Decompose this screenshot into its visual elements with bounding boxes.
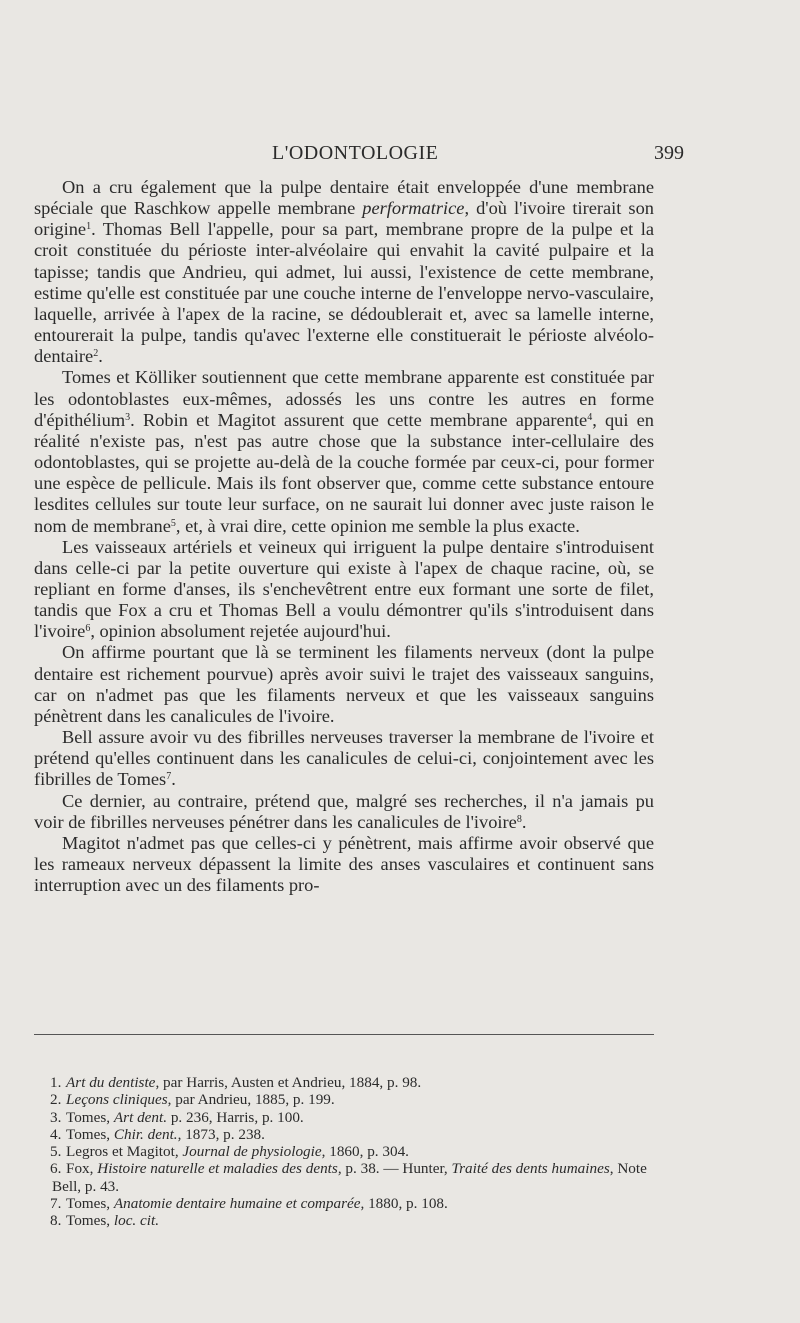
italic-text: Journal de physiologie bbox=[182, 1143, 322, 1161]
running-title: L'ODONTOLOGIE bbox=[272, 142, 439, 164]
text-run: Fox, bbox=[66, 1160, 98, 1178]
text-run: Tomes, bbox=[66, 1125, 114, 1143]
page-header bbox=[58, 140, 684, 170]
footnote bbox=[34, 1160, 654, 1195]
footnote bbox=[34, 1126, 654, 1143]
italic-text: Leçons cliniques bbox=[66, 1091, 168, 1109]
text-run: , Note Bell, p. 43. bbox=[52, 1160, 647, 1195]
paragraph bbox=[34, 833, 654, 896]
footnote-number: 2. bbox=[50, 1091, 62, 1109]
text-run: . bbox=[521, 811, 527, 832]
italic-text: Anatomie dentaire humaine et comparée bbox=[113, 1195, 361, 1213]
text-run: Bell assure avoir vu des fibrilles nerveuses traverser la membrane de l'ivoire et prétend qu'elles continuent dans les canalicules de celui-ci, conjointement avec les fibrilles de Tomes bbox=[34, 727, 654, 790]
footnote-ref: 5 bbox=[170, 517, 176, 529]
footnote-ref: 2 bbox=[93, 348, 99, 360]
text-run: Les vaisseaux artériels et veineux qui irriguent la pulpe dentaire s'introduisent dans celle-ci par la petite ouverture qui existe à l'apex de chaque racine, où, se repliant en forme d'anses, ils s'enchevêtrent entre eux formant une sorte de filet, tandis que Fox a cru et Thomas Bell a voulu démontrer qu'ils s'introduisent dans l'ivoire bbox=[34, 536, 654, 642]
text-run: . bbox=[171, 769, 176, 790]
paragraph bbox=[34, 177, 654, 367]
footnote-ref: 3 bbox=[125, 411, 131, 423]
footnote-ref: 6 bbox=[85, 623, 91, 635]
text-run: p. 236, Harris, p. 100. bbox=[167, 1108, 304, 1126]
footnote-number: 4. bbox=[50, 1125, 62, 1143]
italic-text: Traité des dents humaines bbox=[451, 1160, 610, 1178]
text-run: , opinion absolument rejetée aujourd'hui. bbox=[90, 621, 391, 642]
text-run: , et, à vrai dire, cette opinion me semble la plus exacte. bbox=[175, 515, 580, 536]
footnotes bbox=[34, 1074, 654, 1230]
italic-text: performatrice bbox=[362, 198, 465, 219]
footnote bbox=[34, 1195, 654, 1212]
footnote-number: 7. bbox=[50, 1195, 62, 1213]
footnote-number: 5. bbox=[50, 1143, 62, 1161]
footnote-rule bbox=[34, 1034, 654, 1035]
text-run: On a cru également que la pulpe dentaire était enveloppée d'une membrane spéciale que Raschkow appelle membrane bbox=[34, 177, 654, 219]
text-run: , qui en réalité n'existe pas, n'est pas autre chose que la substance inter-cellulaire des odontoblastes, qui se projette au-delà de la couche formée par ceux-ci, pour former une espèce de pellicule. Mais ils font observer que, comme cette substance entoure lesdites cellules sur toute leur surface, on ne saurait lui donner avec juste raison le nom de membrane bbox=[34, 409, 654, 536]
footnote-number: 3. bbox=[50, 1108, 62, 1126]
italic-text: Chir. dent. bbox=[113, 1125, 178, 1143]
text-run: , 1880, p. 108. bbox=[360, 1195, 448, 1213]
text-run: , p. 38. — Hunter, bbox=[337, 1160, 452, 1178]
text-run: , 1873, p. 238. bbox=[177, 1125, 265, 1143]
footnote bbox=[34, 1143, 654, 1160]
text-run: . bbox=[98, 346, 103, 367]
text-run: , par Andrieu, 1885, p. 199. bbox=[167, 1091, 335, 1109]
italic-text: Histoire naturelle et maladies des dents bbox=[97, 1160, 338, 1178]
italic-text: loc. cit. bbox=[113, 1212, 159, 1230]
text-run: Legros et Magitot, bbox=[66, 1143, 183, 1161]
footnote-ref: 4 bbox=[587, 411, 593, 423]
footnote bbox=[34, 1091, 654, 1108]
text-run: Tomes, bbox=[66, 1212, 114, 1230]
italic-text: Art dent. bbox=[113, 1108, 168, 1126]
footnote-ref: 8 bbox=[516, 813, 522, 825]
italic-text: Art du dentiste bbox=[66, 1074, 156, 1091]
paragraph bbox=[34, 367, 654, 536]
text-run: , d'où l'ivoire tirerait son origine bbox=[34, 198, 654, 240]
text-run: , par Harris, Austen et Andrieu, 1884, p. 98. bbox=[155, 1074, 422, 1091]
text-run: On affirme pourtant que là se terminent les filaments nerveux (dont la pulpe dentaire est richement pourvue) après avoir suivi le trajet des vaisseaux sanguins, car on n'admet pas que les filaments nerveux et que les vaisseaux sanguins pénètrent dans les canalicules de l'ivoire. bbox=[34, 642, 654, 726]
body-text bbox=[34, 177, 654, 896]
paragraph bbox=[34, 537, 654, 643]
text-run: . Robin et Magitot assurent que cette membrane apparente bbox=[130, 409, 588, 430]
footnote bbox=[34, 1212, 654, 1229]
paragraph bbox=[34, 642, 654, 727]
page-number: 399 bbox=[654, 142, 684, 164]
text-run: . Thomas Bell l'appelle, pour sa part, membrane propre de la pulpe et la croit constituée du périoste inter-alvéolaire qui envahit la cavité pulpaire et la tapisse; tandis que Andrieu, qui admet, lui aussi, l'existence de cette membrane, estime qu'elle est constituée par une couche interne de l'enveloppe nervo-vasculaire, laquelle, arrivée à l'apex de la racine, se dédoublerait et, avec sa lamelle interne, entourerait la pulpe, tandis qu'avec l'externe elle constituerait le périoste alvéolo-dentaire bbox=[34, 219, 654, 367]
text-run: Tomes, bbox=[66, 1195, 114, 1213]
text-run: Ce dernier, au contraire, prétend que, malgré ses recherches, il n'a jamais pu voir de fibrilles nerveuses pénétrer dans les canalicules de l'ivoire bbox=[34, 790, 654, 832]
footnote-number: 6. bbox=[50, 1160, 62, 1178]
footnote-number: 1. bbox=[50, 1074, 62, 1091]
text-run: Tomes, bbox=[66, 1108, 114, 1126]
text-run: , 1860, p. 304. bbox=[321, 1143, 409, 1161]
paragraph bbox=[34, 727, 654, 790]
paragraph bbox=[34, 791, 654, 833]
footnote-ref: 7 bbox=[166, 771, 172, 783]
footnote-number: 8. bbox=[50, 1212, 62, 1230]
footnote bbox=[34, 1074, 654, 1091]
footnote-ref: 1 bbox=[86, 221, 92, 233]
text-run: Magitot n'admet pas que celles-ci y pénètrent, mais affirme avoir observé que les rameaux nerveux dépassent la limite des anses vasculaires et continuent sans interruption avec un des filaments pro- bbox=[34, 832, 654, 896]
footnote bbox=[34, 1109, 654, 1126]
text-run: Tomes et Kölliker soutiennent que cette membrane apparente est constituée par les odontoblastes eux-mêmes, adossés les uns contre les autres en forme d'épithélium bbox=[34, 367, 654, 430]
